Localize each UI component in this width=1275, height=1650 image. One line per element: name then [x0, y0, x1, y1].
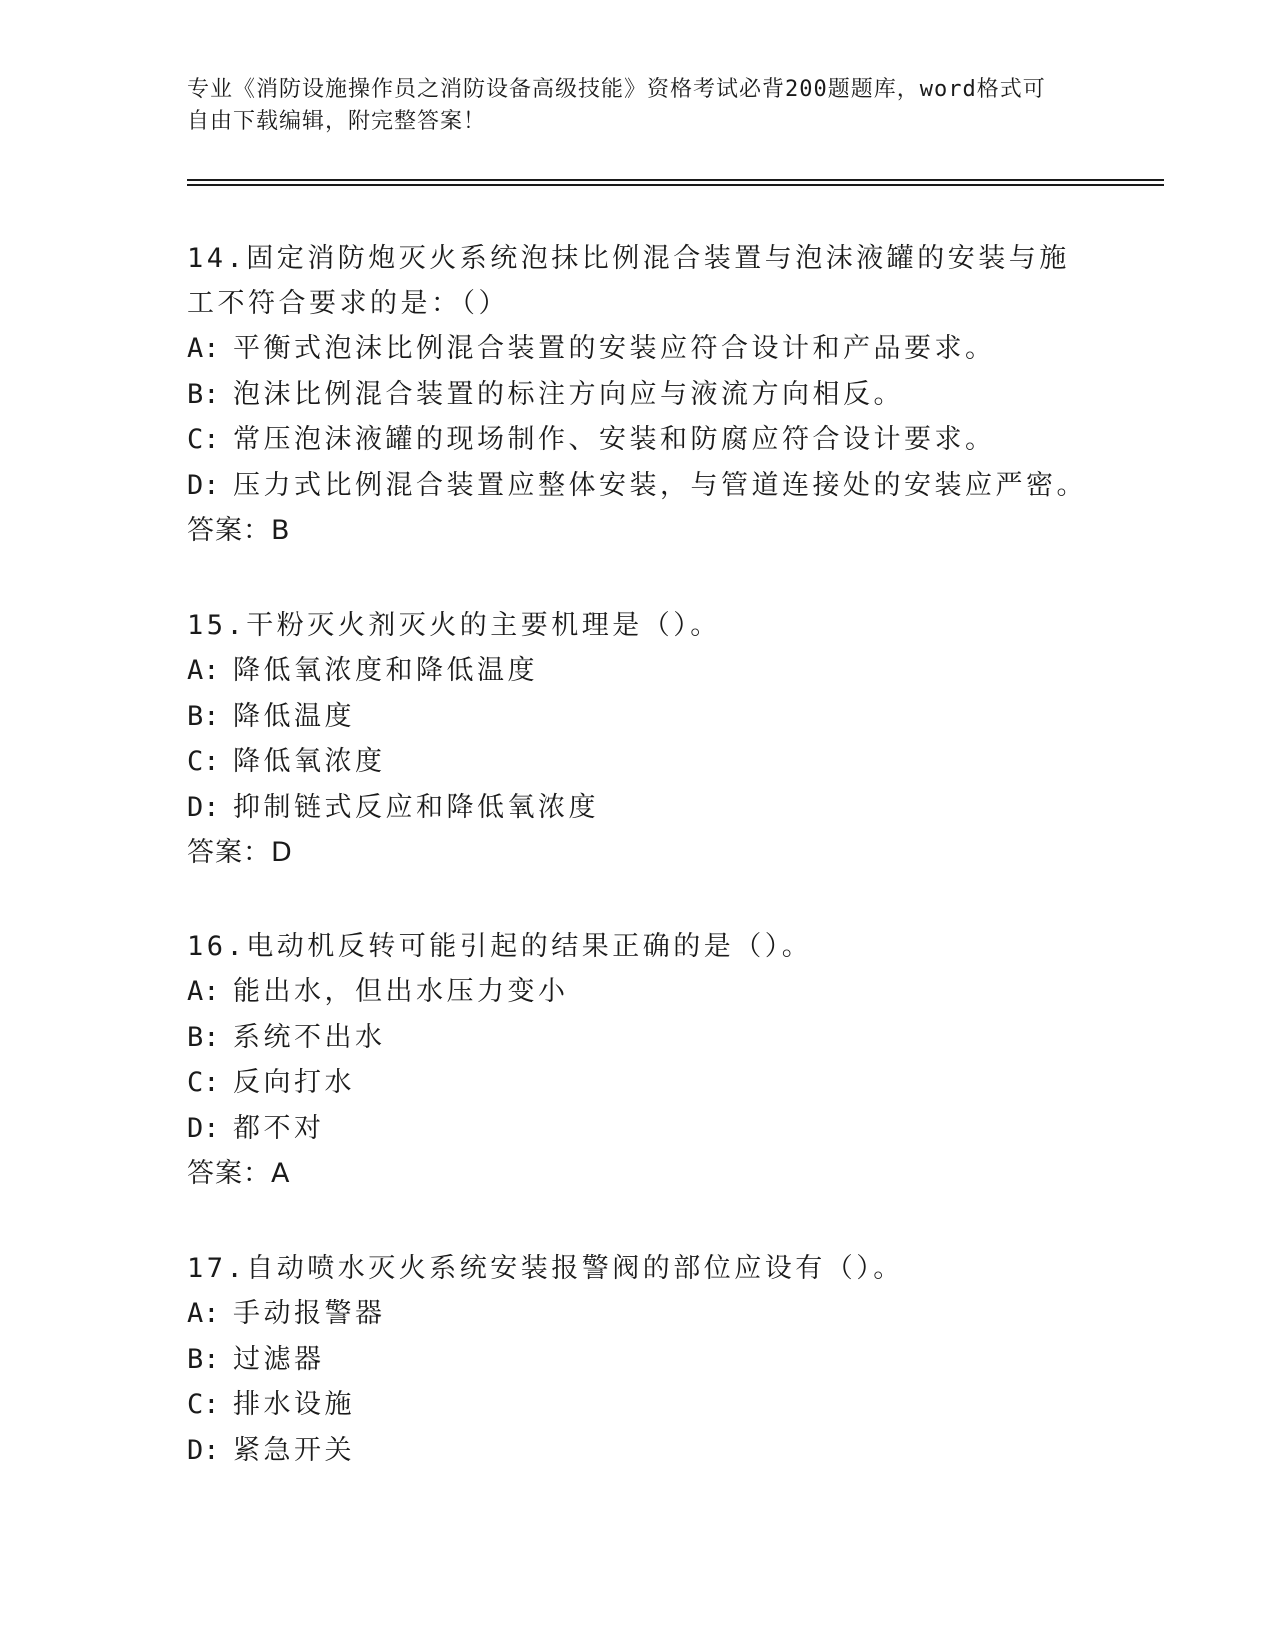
option-label: C:	[187, 1389, 220, 1420]
option-b	[187, 372, 1087, 418]
option-text: 能出水，但出水压力变小	[233, 976, 569, 1007]
option-text: 反向打水	[233, 1067, 355, 1098]
answer-line: 答案：D	[187, 837, 293, 868]
option-label: B:	[187, 1021, 220, 1053]
option-label: A:	[187, 333, 220, 364]
answer-line: 答案：A	[187, 1158, 291, 1189]
option-d	[187, 1428, 1087, 1474]
option-c	[187, 417, 1087, 463]
option-text: 排水设施	[233, 1389, 355, 1420]
option-label: B:	[187, 378, 220, 410]
option-text: 压力式比例混合装置应整体安装，与管道连接处的安装应严密。	[233, 469, 1087, 501]
option-text: 手动报警器	[233, 1298, 386, 1329]
header-divider-top	[187, 179, 1164, 181]
option-d	[187, 1106, 1087, 1152]
option-text: 泡沫比例混合装置的标注方向应与液流方向相反。	[233, 378, 904, 410]
option-label: A:	[187, 1298, 220, 1329]
option-c	[187, 1382, 1087, 1428]
option-text: 降低氧浓度	[233, 746, 386, 777]
question-14	[187, 236, 1087, 554]
header-divider-bottom	[187, 184, 1164, 186]
question-16	[187, 924, 1087, 1197]
option-text: 常压泡沫液罐的现场制作、安装和防腐应符合设计要求。	[233, 424, 996, 455]
option-text: 平衡式泡沫比例混合装置的安装应符合设计和产品要求。	[233, 333, 996, 364]
option-c	[187, 1060, 1087, 1106]
option-d	[187, 463, 1087, 509]
option-label: A:	[187, 655, 220, 686]
option-a	[187, 1291, 1087, 1337]
option-label: C:	[187, 424, 220, 455]
option-label: C:	[187, 746, 220, 777]
option-text: 降低氧浓度和降低温度	[233, 655, 538, 686]
option-a	[187, 969, 1087, 1015]
option-label: D:	[187, 1434, 220, 1466]
option-text: 系统不出水	[233, 1021, 386, 1053]
question-title: 15.干粉灭火剂灭火的主要机理是（）。	[187, 610, 721, 641]
option-text: 紧急开关	[233, 1434, 355, 1466]
option-text: 抑制链式反应和降低氧浓度	[233, 791, 599, 823]
question-15	[187, 603, 1087, 876]
question-title: 14.固定消防炮灭火系统泡抹比例混合装置与泡沫液罐的安装与施工不符合要求的是：（）	[187, 243, 1070, 319]
option-label: B:	[187, 700, 220, 732]
option-label: D:	[187, 469, 220, 501]
question-title: 17.自动喷水灭火系统安装报警阀的部位应设有（）。	[187, 1253, 904, 1284]
option-label: A:	[187, 976, 220, 1007]
document-intro: 专业《消防设施操作员之消防设备高级技能》资格考试必背200题题库，word格式可自由下载编辑，附完整答案！	[187, 77, 1046, 134]
option-text: 过滤器	[233, 1343, 325, 1375]
option-label: B:	[187, 1343, 220, 1375]
option-c	[187, 739, 1087, 785]
option-d	[187, 785, 1087, 831]
answer-line: 答案：B	[187, 515, 291, 546]
option-a	[187, 326, 1087, 372]
option-b	[187, 694, 1087, 740]
option-b	[187, 1015, 1087, 1061]
option-label: D:	[187, 1112, 220, 1144]
question-17	[187, 1246, 1087, 1473]
option-a	[187, 648, 1087, 694]
option-label: C:	[187, 1067, 220, 1098]
question-title: 16.电动机反转可能引起的结果正确的是（）。	[187, 931, 813, 962]
option-label: D:	[187, 791, 220, 823]
option-b	[187, 1337, 1087, 1383]
option-text: 降低温度	[233, 700, 355, 732]
option-text: 都不对	[233, 1112, 325, 1144]
